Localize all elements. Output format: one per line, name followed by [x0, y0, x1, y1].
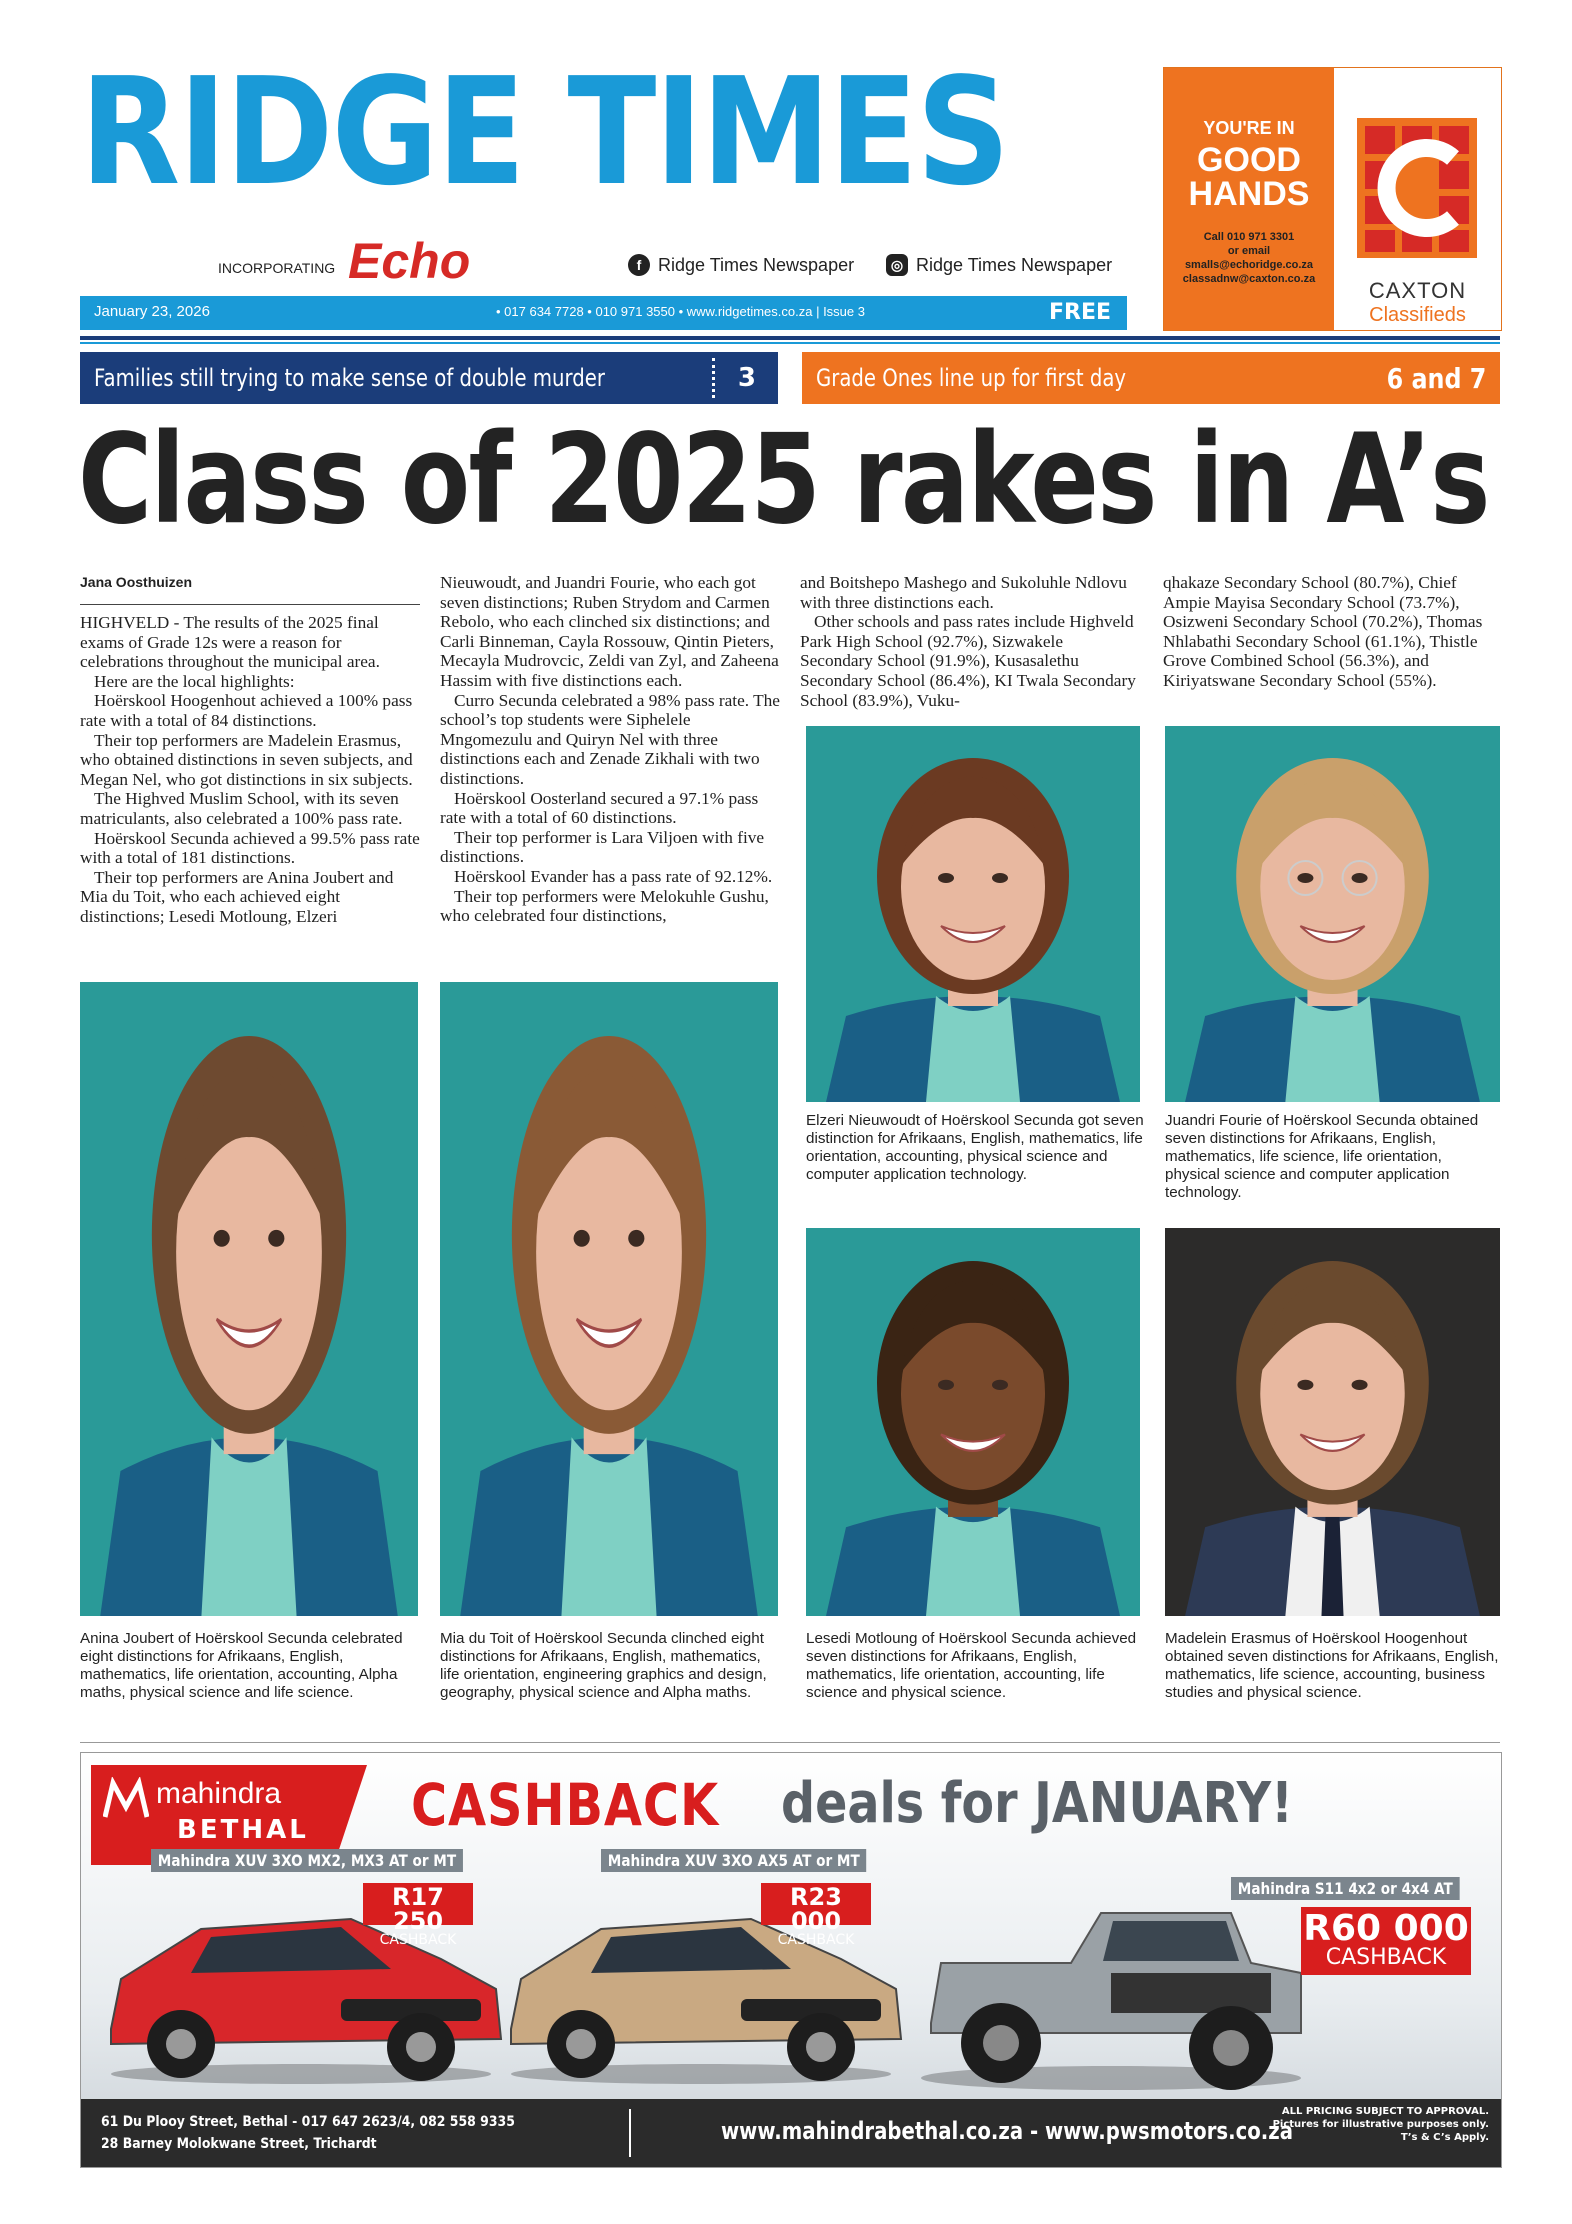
photo-caption: Juandri Fourie of Hoërskool Secunda obtained seven distinctions for Afrikaans, English, mathematics, life science, life orientation, physical science and computer application technology. [1165, 1112, 1479, 1201]
caxton-brand-sub: Classifieds [1369, 304, 1466, 326]
caxton-orange-panel [1164, 68, 1334, 330]
caxton-classifieds-ad[interactable] [1163, 67, 1502, 331]
offer-amount: R23 000 [790, 1883, 842, 1935]
caxton-logo-icon [1357, 118, 1477, 258]
article-paragraph: Hoërskool Hoogenhout achieved a 100% pass rate with a total of 84 distinctions. [80, 691, 413, 730]
photo-juandri-fourie [1165, 726, 1500, 1102]
photo-caption: Madelein Erasmus of Hoërskool Hoogenhout obtained seven distinctions for Afrikaans, English, mathematics, life science, accounting, business studies and physical science. [1165, 1630, 1499, 1701]
article-paragraph: and Boitshepo Mashego and Sukoluhle Ndlovu with three distinctions each. [800, 573, 1127, 612]
article-paragraph: Hoërskool Evander has a pass rate of 92.12%. [454, 866, 773, 886]
article-paragraph: Their top performers are Anina Joubert and Mia du Toit, who each achieved eight distinctions; Lesedi Motloung, Elzeri [80, 867, 394, 926]
instagram-label: Ridge Times Newspaper [916, 254, 1113, 275]
offer-price-badge [761, 1883, 871, 1948]
photo-mia-du-toit [440, 982, 778, 1616]
ad-line2: GOOD [1197, 141, 1301, 179]
mahindra-advert[interactable] [80, 1752, 1502, 2168]
caxton-logo [1357, 118, 1477, 258]
offer-label: CASHBACK [379, 1932, 457, 1948]
photo-caption: Mia du Toit of Hoërskool Secunda clinched eight distinctions for Afrikaans, English, mathematics, life orientation, engineering graphics and design, geography, physical science and Alpha maths. [440, 1630, 767, 1701]
article-paragraph: Their top performer is Lara Viljoen with five distinctions. [440, 827, 765, 867]
address-2: 28 Barney Molokwane Street, Trichardt [101, 2136, 377, 2152]
article-paragraph: Other schools and pass rates include Highveld Park High School (92.7%), Sizwakele Secondary School (91.9%), Kusasalethu Secondary School (86.4%), KI Twala Secondary School (83.9%), Vuku- [800, 612, 1136, 710]
ad-footer [81, 2099, 1501, 2167]
ad-headline-rest: deals for JANUARY! [781, 1771, 1293, 1836]
instagram-icon: ◎ [886, 254, 908, 276]
article-paragraph: The Highved Muslim School, with its seven matriculants, also celebrated a 100% pass rate. [80, 789, 403, 828]
article-paragraph: HIGHVELD - The results of the 2025 final exams of Grade 12s were a reason for celebrations throughout the municipal area. [80, 613, 380, 672]
photo-lesedi-motloung [806, 1228, 1140, 1616]
footer-divider [629, 2109, 631, 2157]
article-paragraph: Here are the local highlights: [94, 671, 295, 691]
offer-model: Mahindra S11 4x2 or 4x4 AT [1231, 1877, 1460, 1900]
article-column-1 [80, 604, 420, 927]
date-bar [80, 296, 1127, 330]
facebook-label: Ridge Times Newspaper [658, 254, 855, 275]
teaser-double-murder[interactable] [80, 352, 778, 404]
ad-or-email: or email [1227, 245, 1271, 257]
mahindra-logo-icon [103, 1777, 149, 1819]
photo-madelein-erasmus [1165, 1228, 1500, 1616]
photo-caption: Anina Joubert of Hoërskool Secunda celebrated eight distinctions for Afrikaans, English, mathematics, life orientation, accounting, Alpha maths, physical science and life science. [80, 1630, 403, 1701]
header-rule-thin [80, 342, 1500, 344]
ad-headline-cashback: CASHBACK [411, 1771, 720, 1839]
article-paragraph: Curro Secunda celebrated a 98% pass rate. The school’s top students were Siphelele Mngomezulu and Quiryn Nel with three distinctions each and Zenade Zikhali with two distinctions. [440, 690, 780, 788]
issue-date: January 23, 2026 [94, 303, 210, 320]
article-paragraph: Hoërskool Oosterland secured a 97.1% pass rate with a total of 60 distinctions. [440, 788, 759, 828]
teaser-text: Families still trying to make sense of double murder [94, 364, 605, 392]
pricing-disclaimer [1269, 2105, 1489, 2144]
article-paragraph: qhakaze Secondary School (80.7%), Chief Ampie Mayisa Secondary School (73.7%), Osizweni Secondary School (70.2%), Thomas Nhlabathi Secondary School (61.1%), Thistle Grove Combined School (56.3%), and Kiriyatswane Secondary School (55%). [1163, 573, 1483, 690]
ad-email2: classadnw@caxton.co.za [1182, 273, 1316, 285]
ad-line1: YOU'RE IN [1203, 118, 1295, 138]
teaser-page: 6 and 7 [1386, 362, 1486, 395]
dealer-name: BETHAL [177, 1815, 309, 1845]
car-s11-pickup [901, 1853, 1321, 2093]
echo-logo: Echo [348, 233, 471, 289]
mahindra-brand: mahindra [156, 1777, 282, 1810]
contact-info: • 017 634 7728 • 010 971 3550 • www.ridgetimes.co.za | Issue 3 [496, 304, 865, 319]
section-divider [80, 1742, 1500, 1743]
dealer-addresses [101, 2111, 515, 2155]
article-column-3 [800, 573, 1140, 710]
photo-caption: Elzeri Nieuwoudt of Hoërskool Secunda got seven distinction for Afrikaans, English, mathematics, life orientation, accounting, physical science and computer application technology. [806, 1112, 1144, 1183]
offer-model: Mahindra XUV 3XO AX5 AT or MT [601, 1849, 867, 1872]
ad-call: Call 010 971 3301 [1203, 231, 1295, 243]
offer-price-badge [1301, 1907, 1471, 1975]
offer-amount: R17 250 [392, 1883, 444, 1935]
header-rule [80, 336, 1500, 340]
article-column-4 [1163, 573, 1503, 691]
instagram-link[interactable] [886, 254, 1112, 276]
photo-anina-joubert [80, 982, 418, 1616]
ad-line3: HANDS [1188, 175, 1310, 213]
headline: Class of 2025 rakes in A’s [78, 408, 1489, 552]
article-paragraph: Their top performers were Melokuhle Gushu, who celebrated four distinctions, [440, 886, 769, 926]
ad-contact [1164, 230, 1334, 286]
address-1: 61 Du Plooy Street, Bethal - 017 647 2623/4, 082 558 9335 [101, 2114, 515, 2130]
ad-email1: smalls@echoridge.co.za [1184, 259, 1314, 271]
teaser-text: Grade Ones line up for first day [816, 364, 1127, 392]
disclaimer-3: T’s & C’s Apply. [1400, 2132, 1489, 2143]
disclaimer-1: ALL PRICING SUBJECT TO APPROVAL. [1281, 2106, 1489, 2117]
incorporating-label: INCORPORATING [218, 260, 336, 276]
article-column-2 [440, 573, 780, 926]
photo-elzeri-nieuwoudt [806, 726, 1140, 1102]
teaser-page: 3 [737, 363, 756, 393]
masthead-title: RIDGE TIMES [80, 46, 1009, 218]
facebook-link[interactable] [628, 254, 854, 276]
price-label: FREE [1048, 300, 1111, 325]
dealer-websites[interactable]: www.mahindrabethal.co.za - www.pwsmotors.co.za [721, 2117, 1294, 2145]
disclaimer-2: Pictures for illustrative purposes only. [1272, 2119, 1489, 2130]
offer-model: Mahindra XUV 3XO MX2, MX3 AT or MT [151, 1849, 463, 1872]
offer-amount: R60 000 [1303, 1908, 1469, 1949]
article-paragraph: Hoërskool Secunda achieved a 99.5% pass rate with a total of 181 distinctions. [80, 828, 420, 868]
article-paragraph: Nieuwoudt, and Juandri Fourie, who each got seven distinctions; Ruben Strydom and Carmen Rebolo, who each clinched six distinctions; and Carli Binneman, Cayla Rossouw, Qintin Pieters, Mecayla Mudrovcic, Zeldi van Zyl, and Zaheena Hassim with five distinctions each. [440, 573, 779, 690]
offer-label: CASHBACK [777, 1932, 855, 1948]
offer-label: CASHBACK [1325, 1945, 1447, 1970]
article-paragraph: Their top performers are Madelein Erasmus, who obtained distinctions in seven subjects, and Megan Nel, who got distinctions in six subjects. [80, 730, 413, 789]
facebook-icon: f [628, 254, 650, 276]
teaser-grade-ones[interactable] [802, 352, 1500, 404]
byline: Jana Oosthuizen [80, 574, 193, 590]
photo-caption: Lesedi Motloung of Hoërskool Secunda achieved seven distinctions for Afrikaans, English, mathematics, life orientation, accounting, life science and physical science. [806, 1630, 1137, 1701]
teaser-divider [712, 358, 717, 398]
offer-price-badge [363, 1883, 473, 1948]
caxton-brand: CAXTON [1368, 278, 1467, 303]
